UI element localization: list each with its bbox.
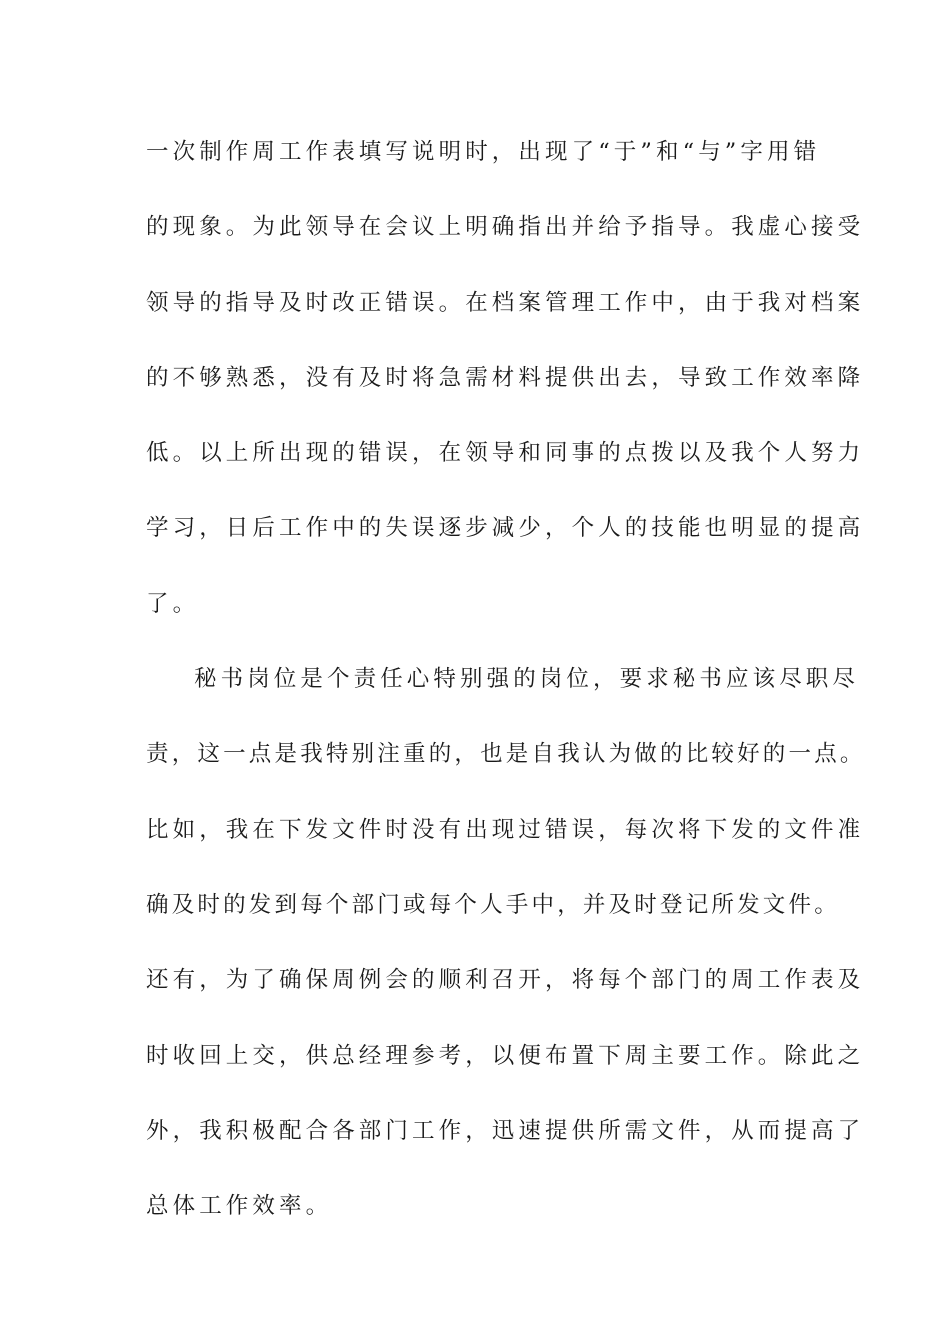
text-line: 的不够熟悉，没有及时将急需材料提供出去，导致工作效率降 — [146, 364, 865, 391]
paragraph-1 — [146, 130, 865, 657]
document-body — [146, 130, 866, 1259]
text-line: 秘书岗位是个责任心特别强的岗位，要求秘书应该尽职尽 — [194, 666, 860, 693]
text-line: 低。以上所出现的错误，在领导和同事的点拨以及我个人努力 — [146, 440, 865, 467]
text-line: 总体工作效率。 — [146, 1193, 333, 1220]
text-line: 了。 — [146, 590, 200, 617]
text-line: 责，这一点是我特别注重的，也是自我认为做的比较好的一点。 — [146, 741, 866, 768]
text-line: 还有，为了确保周例会的顺利召开，将每个部门的周工作表及 — [146, 967, 865, 994]
text-line: 确及时的发到每个部门或每个人手中，并及时登记所发文件。 — [146, 891, 840, 918]
text-line: 外，我积极配合各部门工作，迅速提供所需文件，从而提高了 — [146, 1117, 865, 1144]
text-line: 领导的指导及时改正错误。在档案管理工作中，由于我对档案 — [146, 289, 865, 316]
text-line: 的现象。为此领导在会议上明确指出并给予指导。我虚心接受 — [146, 214, 865, 241]
paragraph-2 — [146, 657, 866, 1259]
text-line: 一次制作周工作表填写说明时，出现了“于”和“与”字用错 — [146, 139, 821, 165]
text-line: 时收回上交，供总经理参考，以便布置下周主要工作。除此之 — [146, 1042, 865, 1069]
text-line: 学习，日后工作中的失误逐步减少，个人的技能也明显的提高 — [146, 515, 865, 542]
text-line: 比如，我在下发文件时没有出现过错误，每次将下发的文件准 — [146, 816, 865, 843]
